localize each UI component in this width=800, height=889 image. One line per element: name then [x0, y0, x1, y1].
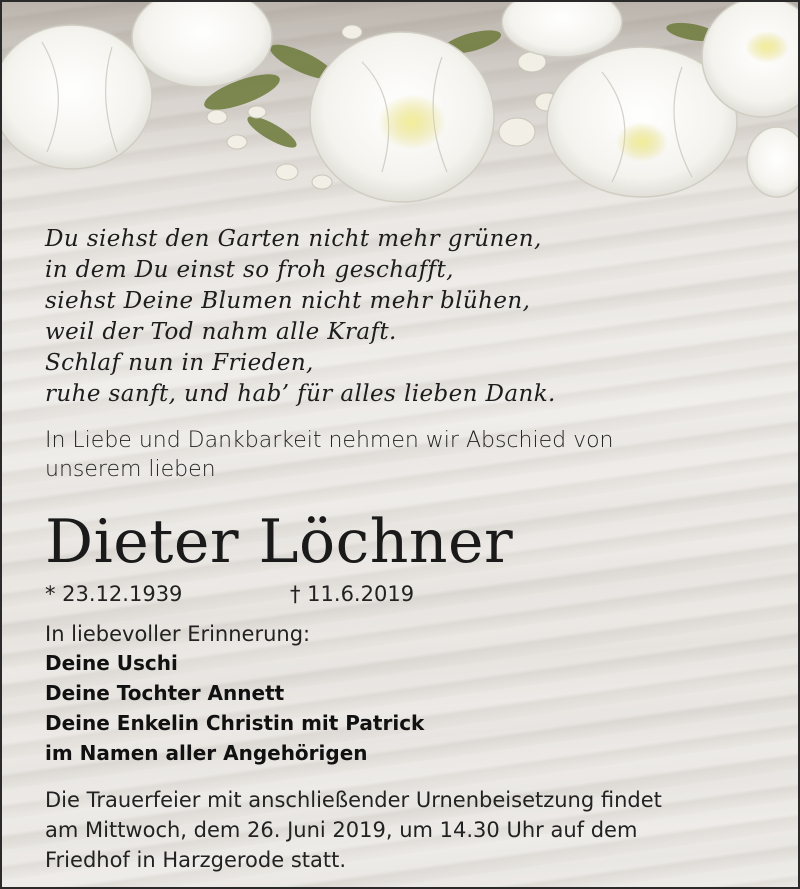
poem-line: ruhe sanft, und hab’ für alles lieben Dank. — [45, 381, 556, 407]
poem-line: Schlaf nun in Frieden, — [45, 350, 314, 376]
funeral-notice — [45, 785, 778, 875]
intro-line: In Liebe und Dankbarkeit nehmen wir Abschied von — [45, 428, 614, 453]
mourner: Deine Uschi — [45, 651, 178, 675]
death-date: † 11.6.2019 — [290, 582, 415, 606]
poem-line: siehst Deine Blumen nicht mehr blühen, — [45, 288, 531, 314]
funeral-line: Friedhof in Harzgerode statt. — [45, 848, 347, 872]
funeral-line: am Mittwoch, dem 26. Juni 2019, um 14.30 Uhr auf dem — [45, 818, 638, 842]
poem — [45, 224, 778, 410]
intro-line: unserem lieben — [45, 457, 216, 482]
poem-line: Du siehst den Garten nicht mehr grünen, — [45, 226, 542, 252]
intro-text — [45, 426, 778, 484]
white-flowers-image — [2, 2, 800, 217]
poem-line: weil der Tod nahm alle Kraft. — [45, 319, 397, 345]
mourner: Deine Tochter Annett — [45, 681, 285, 705]
mourners-list — [45, 648, 778, 768]
memory-line: In liebevoller Erinnerung: — [45, 622, 311, 646]
poem-line: in dem Du einst so froh geschafft, — [45, 257, 454, 283]
life-dates — [45, 580, 778, 608]
mourner: Deine Enkelin Christin mit Patrick — [45, 711, 425, 735]
deceased-name: Dieter Löchner — [45, 507, 514, 577]
mourner: im Namen aller Angehörigen — [45, 741, 368, 765]
funeral-line: Die Trauerfeier mit anschließender Urnenbeisetzung findet — [45, 788, 662, 812]
birth-date: * 23.12.1939 — [45, 582, 183, 606]
